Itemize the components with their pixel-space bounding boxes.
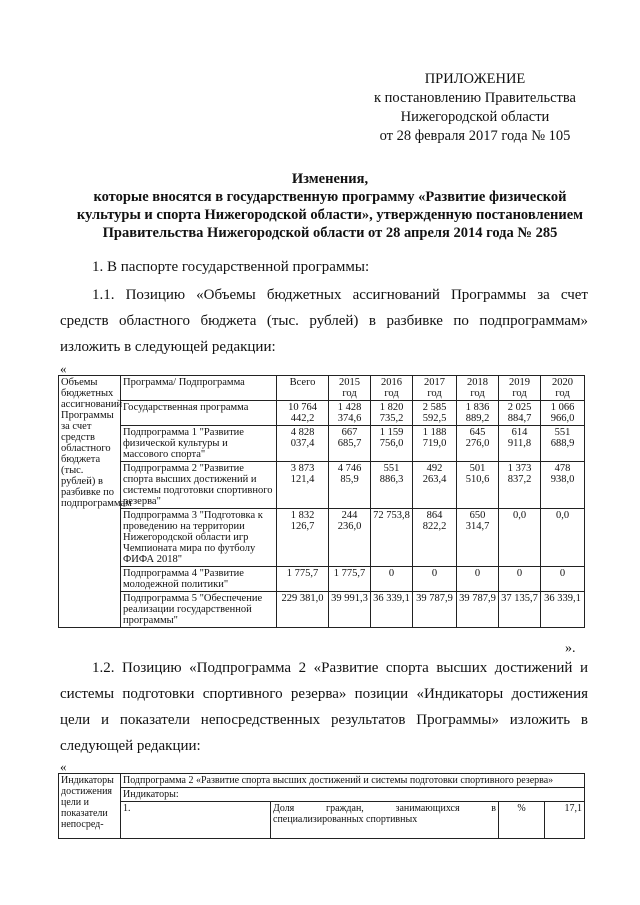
row-value: 667 685,7 [329, 426, 371, 462]
header-program: Программа/ Подпрограмма [121, 376, 277, 401]
row-value: 551 886,3 [371, 462, 413, 509]
row-value: 2 025 884,7 [499, 401, 541, 426]
row-total: 229 381,0 [277, 592, 329, 628]
row-value: 1 066 966,0 [541, 401, 585, 426]
budget-table [58, 375, 585, 628]
row-value: 1 820 735,2 [371, 401, 413, 426]
title-line: которые вносятся в государственную программу «Развитие физической [93, 189, 567, 205]
title-line: Правительства Нижегородской области от 28 апреля 2014 года № 285 [102, 225, 558, 241]
row-total: 3 873 121,4 [277, 462, 329, 509]
header-year: 2016 год [371, 376, 413, 401]
appendix-date: от 28 февраля 2017 года № 105 [379, 128, 571, 144]
row-value: 551 688,9 [541, 426, 585, 462]
appendix-line: Нижегородской области [400, 109, 550, 125]
close-quote: ». [565, 641, 576, 656]
row-name: Подпрограмма 2 "Развитие спорта высших достижений и системы подготовки спортивного резерва" [121, 462, 277, 509]
row-value: 72 753,8 [371, 509, 413, 567]
row-value: 492 263,4 [413, 462, 457, 509]
indicator-unit: % [499, 802, 545, 839]
row-total: 1 832 126,7 [277, 509, 329, 567]
table-row [59, 509, 585, 567]
indicators-side-label: Индикаторы достижения цели и показатели непосред- [59, 774, 121, 839]
table-row [59, 802, 585, 839]
paragraph-1-2: 1.2. Позицию «Подпрограмма 2 «Развитие спорта высших достижений и системы подготовки спортивного резерва» позиции «Индикаторы достижения цели и показатели непосредственных результатов Программы» изложить в следующей редакции: [60, 660, 588, 754]
table-row [59, 592, 585, 628]
row-value: 614 911,8 [499, 426, 541, 462]
appendix-header [340, 70, 610, 146]
row-name: Подпрограмма 3 "Подготовка к проведению на территории Нижегородской области игр Чемпионата мира по футболу ФИФА 2018" [121, 509, 277, 567]
open-quote: « [60, 759, 67, 774]
header-year: 2020 год [541, 376, 585, 401]
row-name: Подпрограмма 1 "Развитие физической культуры и массового спорта" [121, 426, 277, 462]
table-row [59, 567, 585, 592]
row-value: 244 236,0 [329, 509, 371, 567]
row-value: 645 276,0 [457, 426, 499, 462]
row-value: 0 [413, 567, 457, 592]
appendix-line: к постановлению Правительства [374, 90, 576, 106]
table-row [59, 462, 585, 509]
row-value: 501 510,6 [457, 462, 499, 509]
row-value: 37 135,7 [499, 592, 541, 628]
row-value: 1 188 719,0 [413, 426, 457, 462]
row-value: 0 [457, 567, 499, 592]
header-year: 2019 год [499, 376, 541, 401]
row-value: 0 [541, 567, 585, 592]
row-value: 39 787,9 [457, 592, 499, 628]
header-year: 2015 год [329, 376, 371, 401]
row-value: 0 [371, 567, 413, 592]
row-value: 4 746 85,9 [329, 462, 371, 509]
row-value: 864 822,2 [413, 509, 457, 567]
row-value: 1 836 889,2 [457, 401, 499, 426]
row-value: 0,0 [541, 509, 585, 567]
row-total: 1 775,7 [277, 567, 329, 592]
appendix-title: ПРИЛОЖЕНИЕ [424, 71, 526, 87]
row-value: 478 938,0 [541, 462, 585, 509]
row-name: Государственная программа [121, 401, 277, 426]
row-value: 1 373 837,2 [499, 462, 541, 509]
row-value: 1 428 374,6 [329, 401, 371, 426]
indicator-value: 17,1 [545, 802, 585, 839]
row-value: 0 [499, 567, 541, 592]
paragraph-1-1: 1.1. Позицию «Объемы бюджетных ассигнований Программы за счет средств областного бюджета (тыс. рублей) в разбивке по подпрограммам» изложить в следующей редакции: [60, 287, 588, 355]
row-total: 4 828 037,4 [277, 426, 329, 462]
row-value: 0,0 [499, 509, 541, 567]
row-total: 10 764 442,2 [277, 401, 329, 426]
indicators-table [58, 773, 585, 839]
row-value: 1 159 756,0 [371, 426, 413, 462]
document-title [50, 170, 610, 242]
header-total: Всего [277, 376, 329, 401]
row-name: Подпрограмма 5 "Обеспечение реализации государственной программы" [121, 592, 277, 628]
row-value: 1 775,7 [329, 567, 371, 592]
subprogram-title: Подпрограмма 2 «Развитие спорта высших достижений и системы подготовки спортивного резерва» [121, 774, 585, 788]
budget-side-label: Объемы бюджетных ассигнований Программы за счет средств областного бюджета (тыс. рублей) в разбивке по подпрограммам [59, 376, 121, 628]
indicators-label: Индикаторы: [121, 788, 585, 802]
title-line: Изменения, [291, 171, 369, 187]
row-name: Подпрограмма 4 "Развитие молодежной политики" [121, 567, 277, 592]
row-value: 36 339,1 [541, 592, 585, 628]
indicator-number: 1. [121, 802, 271, 839]
open-quote: « [60, 361, 67, 376]
row-value: 36 339,1 [371, 592, 413, 628]
header-year: 2018 год [457, 376, 499, 401]
row-value: 39 787,9 [413, 592, 457, 628]
table-row [59, 401, 585, 426]
table-row [59, 426, 585, 462]
indicator-text: Доля граждан, занимающихся в специализированных спортивных [271, 802, 499, 839]
title-line: культуры и спорта Нижегородской области», утвержденную постановлением [76, 207, 584, 223]
paragraph-1: 1. В паспорте государственной программы: [92, 259, 370, 275]
row-value: 2 585 592,5 [413, 401, 457, 426]
header-year: 2017 год [413, 376, 457, 401]
row-value: 650 314,7 [457, 509, 499, 567]
row-value: 39 991,3 [329, 592, 371, 628]
